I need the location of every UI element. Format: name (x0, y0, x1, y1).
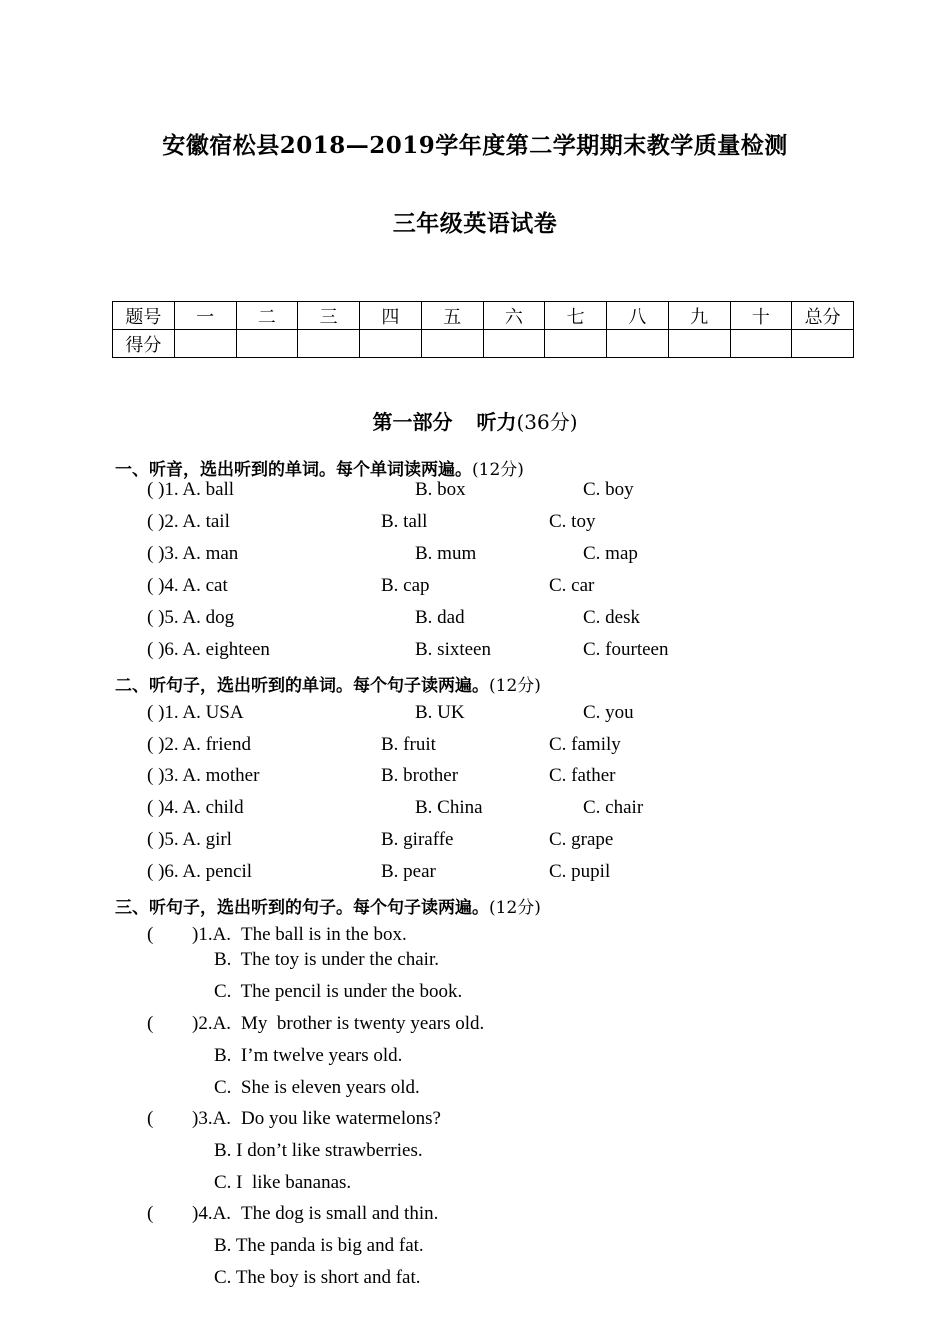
option-a: The ball is in the box. (241, 924, 407, 945)
option-a: Do you like watermelons? (241, 1108, 441, 1129)
score-cell (421, 330, 483, 358)
option-b: B. I don’t like strawberries. (214, 1140, 423, 1161)
question-number: )1.A. (192, 924, 232, 945)
score-header-cell: 四 (360, 302, 422, 330)
score-table-score-row (113, 330, 854, 358)
option-b: B. cap (381, 575, 430, 596)
part-label: 第一部分 (372, 410, 453, 434)
question-number: )4.A. (192, 1203, 232, 1224)
option-a: My brother is twenty years old. (241, 1013, 485, 1034)
question-stem: ( )4. A. child (147, 797, 244, 818)
option-c: C. toy (549, 511, 596, 532)
score-cell (607, 330, 669, 358)
option-b: B. giraffe (381, 829, 454, 850)
option-c: C. The pencil is under the book. (214, 981, 463, 1002)
option-b: B. I’m twelve years old. (214, 1045, 403, 1066)
score-table (112, 301, 854, 358)
exam-title: 安徽宿松县2018—2019学年度第二学期期末教学质量检测 (162, 132, 788, 159)
score-cell (236, 330, 298, 358)
option-c: C. father (549, 765, 616, 786)
option-b: B. The panda is big and fat. (214, 1235, 424, 1256)
score-header-cell: 二 (236, 302, 298, 330)
score-cell (730, 330, 792, 358)
score-header-cell: 八 (607, 302, 669, 330)
option-b: B. China (415, 797, 483, 818)
option-b: B. dad (415, 607, 465, 628)
section-points: (12分) (489, 676, 541, 696)
part-one-heading (0, 406, 950, 435)
option-b: B. brother (381, 765, 459, 786)
option-c: C. fourteen (583, 639, 669, 660)
option-b: B. sixteen (415, 639, 491, 660)
score-header-cell: 一 (174, 302, 236, 330)
score-header-cell: 题号 (113, 302, 175, 330)
score-cell (792, 330, 854, 358)
option-b: B. mum (415, 543, 477, 564)
section-heading-text: 二、听句子，选出听到的单词。每个句子读两遍。 (115, 676, 489, 696)
option-c: C. The boy is short and fat. (214, 1267, 421, 1288)
section-two-heading (115, 671, 541, 696)
score-row-label: 得分 (113, 330, 175, 358)
answer-paren: ( (147, 1013, 154, 1034)
option-c: C. boy (583, 479, 634, 500)
score-cell (174, 330, 236, 358)
question-number: )2.A. (192, 1013, 232, 1034)
question-stem: ( )1. A. USA (147, 702, 244, 723)
question-stem: ( )1. A. ball (147, 479, 235, 500)
option-a: The dog is small and thin. (241, 1203, 439, 1224)
question-stem: ( )3. A. man (147, 543, 239, 564)
section-one-heading (115, 455, 524, 480)
question-stem: ( )5. A. girl (147, 829, 232, 850)
score-header-cell: 六 (483, 302, 545, 330)
section-heading-text: 三、听句子，选出听到的句子。每个句子读两遍。 (115, 898, 489, 918)
section-heading-text: 一、听音，选出听到的单词。每个单词读两遍。 (115, 460, 472, 480)
question-stem: ( )2. A. tail (147, 511, 230, 532)
option-c: C. chair (583, 797, 644, 818)
score-cell (360, 330, 422, 358)
part-points: (36分) (516, 410, 578, 434)
score-cell (298, 330, 360, 358)
section-points: (12分) (472, 460, 524, 480)
question-stem: ( )5. A. dog (147, 607, 235, 628)
option-c: C. map (583, 543, 638, 564)
question-stem: ( )2. A. friend (147, 734, 251, 755)
score-header-cell: 五 (421, 302, 483, 330)
score-header-cell: 三 (298, 302, 360, 330)
option-b: B. The toy is under the chair. (214, 949, 439, 970)
option-b: B. pear (381, 861, 436, 882)
score-cell (668, 330, 730, 358)
score-header-cell: 九 (668, 302, 730, 330)
score-cell (483, 330, 545, 358)
score-header-cell: 十 (730, 302, 792, 330)
score-cell (545, 330, 607, 358)
option-c: C. car (549, 575, 595, 596)
option-b: B. fruit (381, 734, 436, 755)
option-c: C. She is eleven years old. (214, 1077, 420, 1098)
option-c: C. you (583, 702, 634, 723)
part-title: 听力 (476, 410, 517, 434)
section-three-heading (115, 893, 541, 918)
question-stem: ( )3. A. mother (147, 765, 260, 786)
section-points: (12分) (489, 898, 541, 918)
question-stem: ( )6. A. eighteen (147, 639, 270, 660)
option-b: B. UK (415, 702, 465, 723)
answer-paren: ( (147, 1203, 154, 1224)
option-c: C. desk (583, 607, 640, 628)
exam-subtitle: 三年级英语试卷 (392, 210, 558, 237)
question-number: )3.A. (192, 1108, 232, 1129)
option-b: B. tall (381, 511, 428, 532)
score-header-cell: 七 (545, 302, 607, 330)
answer-paren: ( (147, 1108, 154, 1129)
option-b: B. box (415, 479, 466, 500)
score-table-header-row (113, 302, 854, 330)
option-c: C. I like bananas. (214, 1172, 352, 1193)
option-c: C. grape (549, 829, 614, 850)
option-c: C. family (549, 734, 621, 755)
question-stem: ( )4. A. cat (147, 575, 228, 596)
question-stem: ( )6. A. pencil (147, 861, 253, 882)
answer-paren: ( (147, 924, 154, 945)
score-header-cell: 总分 (792, 302, 854, 330)
option-c: C. pupil (549, 861, 611, 882)
